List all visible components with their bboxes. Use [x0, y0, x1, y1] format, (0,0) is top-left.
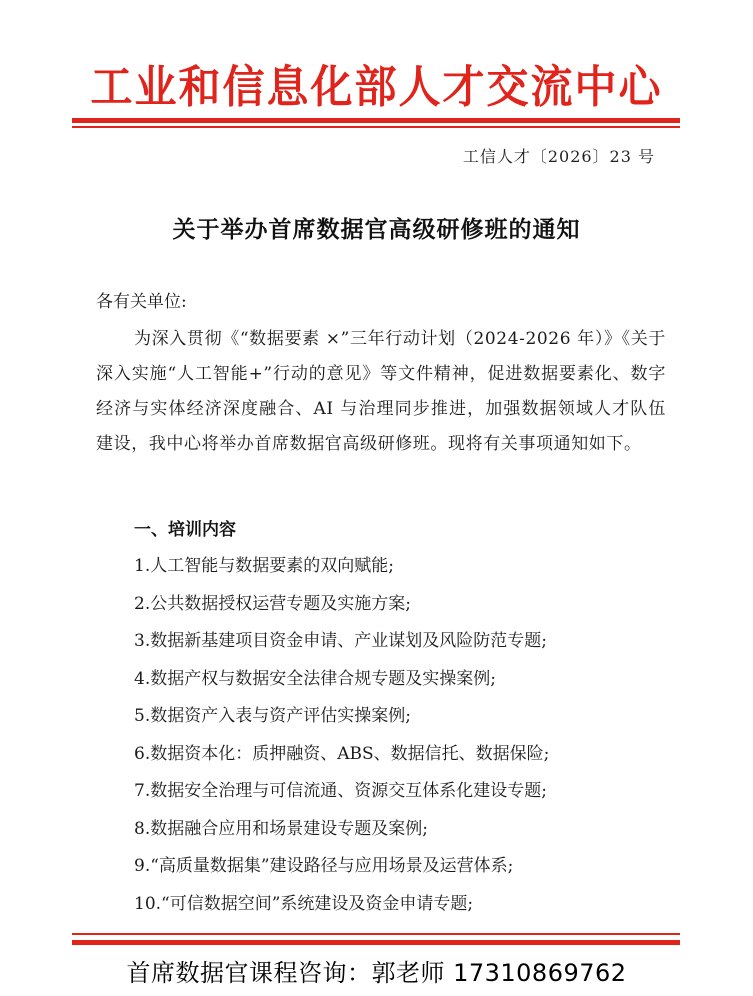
list-item: 9.“高质量数据集”建设路径与应用场景及运营体系;	[134, 856, 514, 876]
document-number: 工信人才〔2026〕23 号	[462, 147, 655, 166]
list-item: 1.人工智能与数据要素的双向赋能;	[134, 556, 394, 576]
list-item: 6.数据资本化：质押融资、ABS、数据信托、数据保险;	[134, 743, 550, 764]
header-red-rule	[72, 118, 680, 131]
contact-line: 首席数据官课程咨询：郭老师 17310869762	[126, 959, 627, 987]
footer-rule-thick	[72, 940, 680, 945]
list-item: 10.“可信数据空间”系统建设及资金申请专题;	[134, 893, 474, 914]
list-item: 3.数据新基建项目资金申请、产业谋划及风险防范专题;	[134, 631, 547, 651]
list-item: 7.数据安全治理与可信流通、资源交互体系化建设专题;	[134, 781, 547, 801]
training-items-list	[134, 548, 674, 923]
salutation: 各有关单位:	[96, 292, 187, 312]
section-heading-training-content: 一、培训内容	[134, 520, 236, 540]
header-rule-thin	[72, 126, 680, 128]
footer-red-rule	[72, 933, 680, 945]
notice-title: 关于举办首席数据官高级研修班的通知	[172, 217, 581, 243]
intro-paragraph: 为深入贯彻《“数据要素 ×”三年行动计划（2024-2026 年）》《关于深入实施“人工智能+”行动的意见》等文件精神，促进数据要素化、数字经济与实体经济深度融合、AI 与治理同步推进，加强数据领域人才队伍建设，我中心将举办首席数据官高级研修班。现将有关事项通知如下。	[96, 329, 666, 454]
list-item: 2.公共数据授权运营专题及实施方案;	[134, 593, 411, 614]
list-item: 4.数据产权与数据安全法律合规专题及实操案例;	[134, 668, 496, 689]
org-name-header: 工业和信息化部人才交流中心	[90, 60, 663, 113]
footer-rule-thin	[72, 933, 680, 935]
list-item: 8.数据融合应用和场景建设专题及案例;	[134, 818, 428, 839]
list-item: 5.数据资产入表与资产评估实操案例;	[134, 706, 411, 726]
